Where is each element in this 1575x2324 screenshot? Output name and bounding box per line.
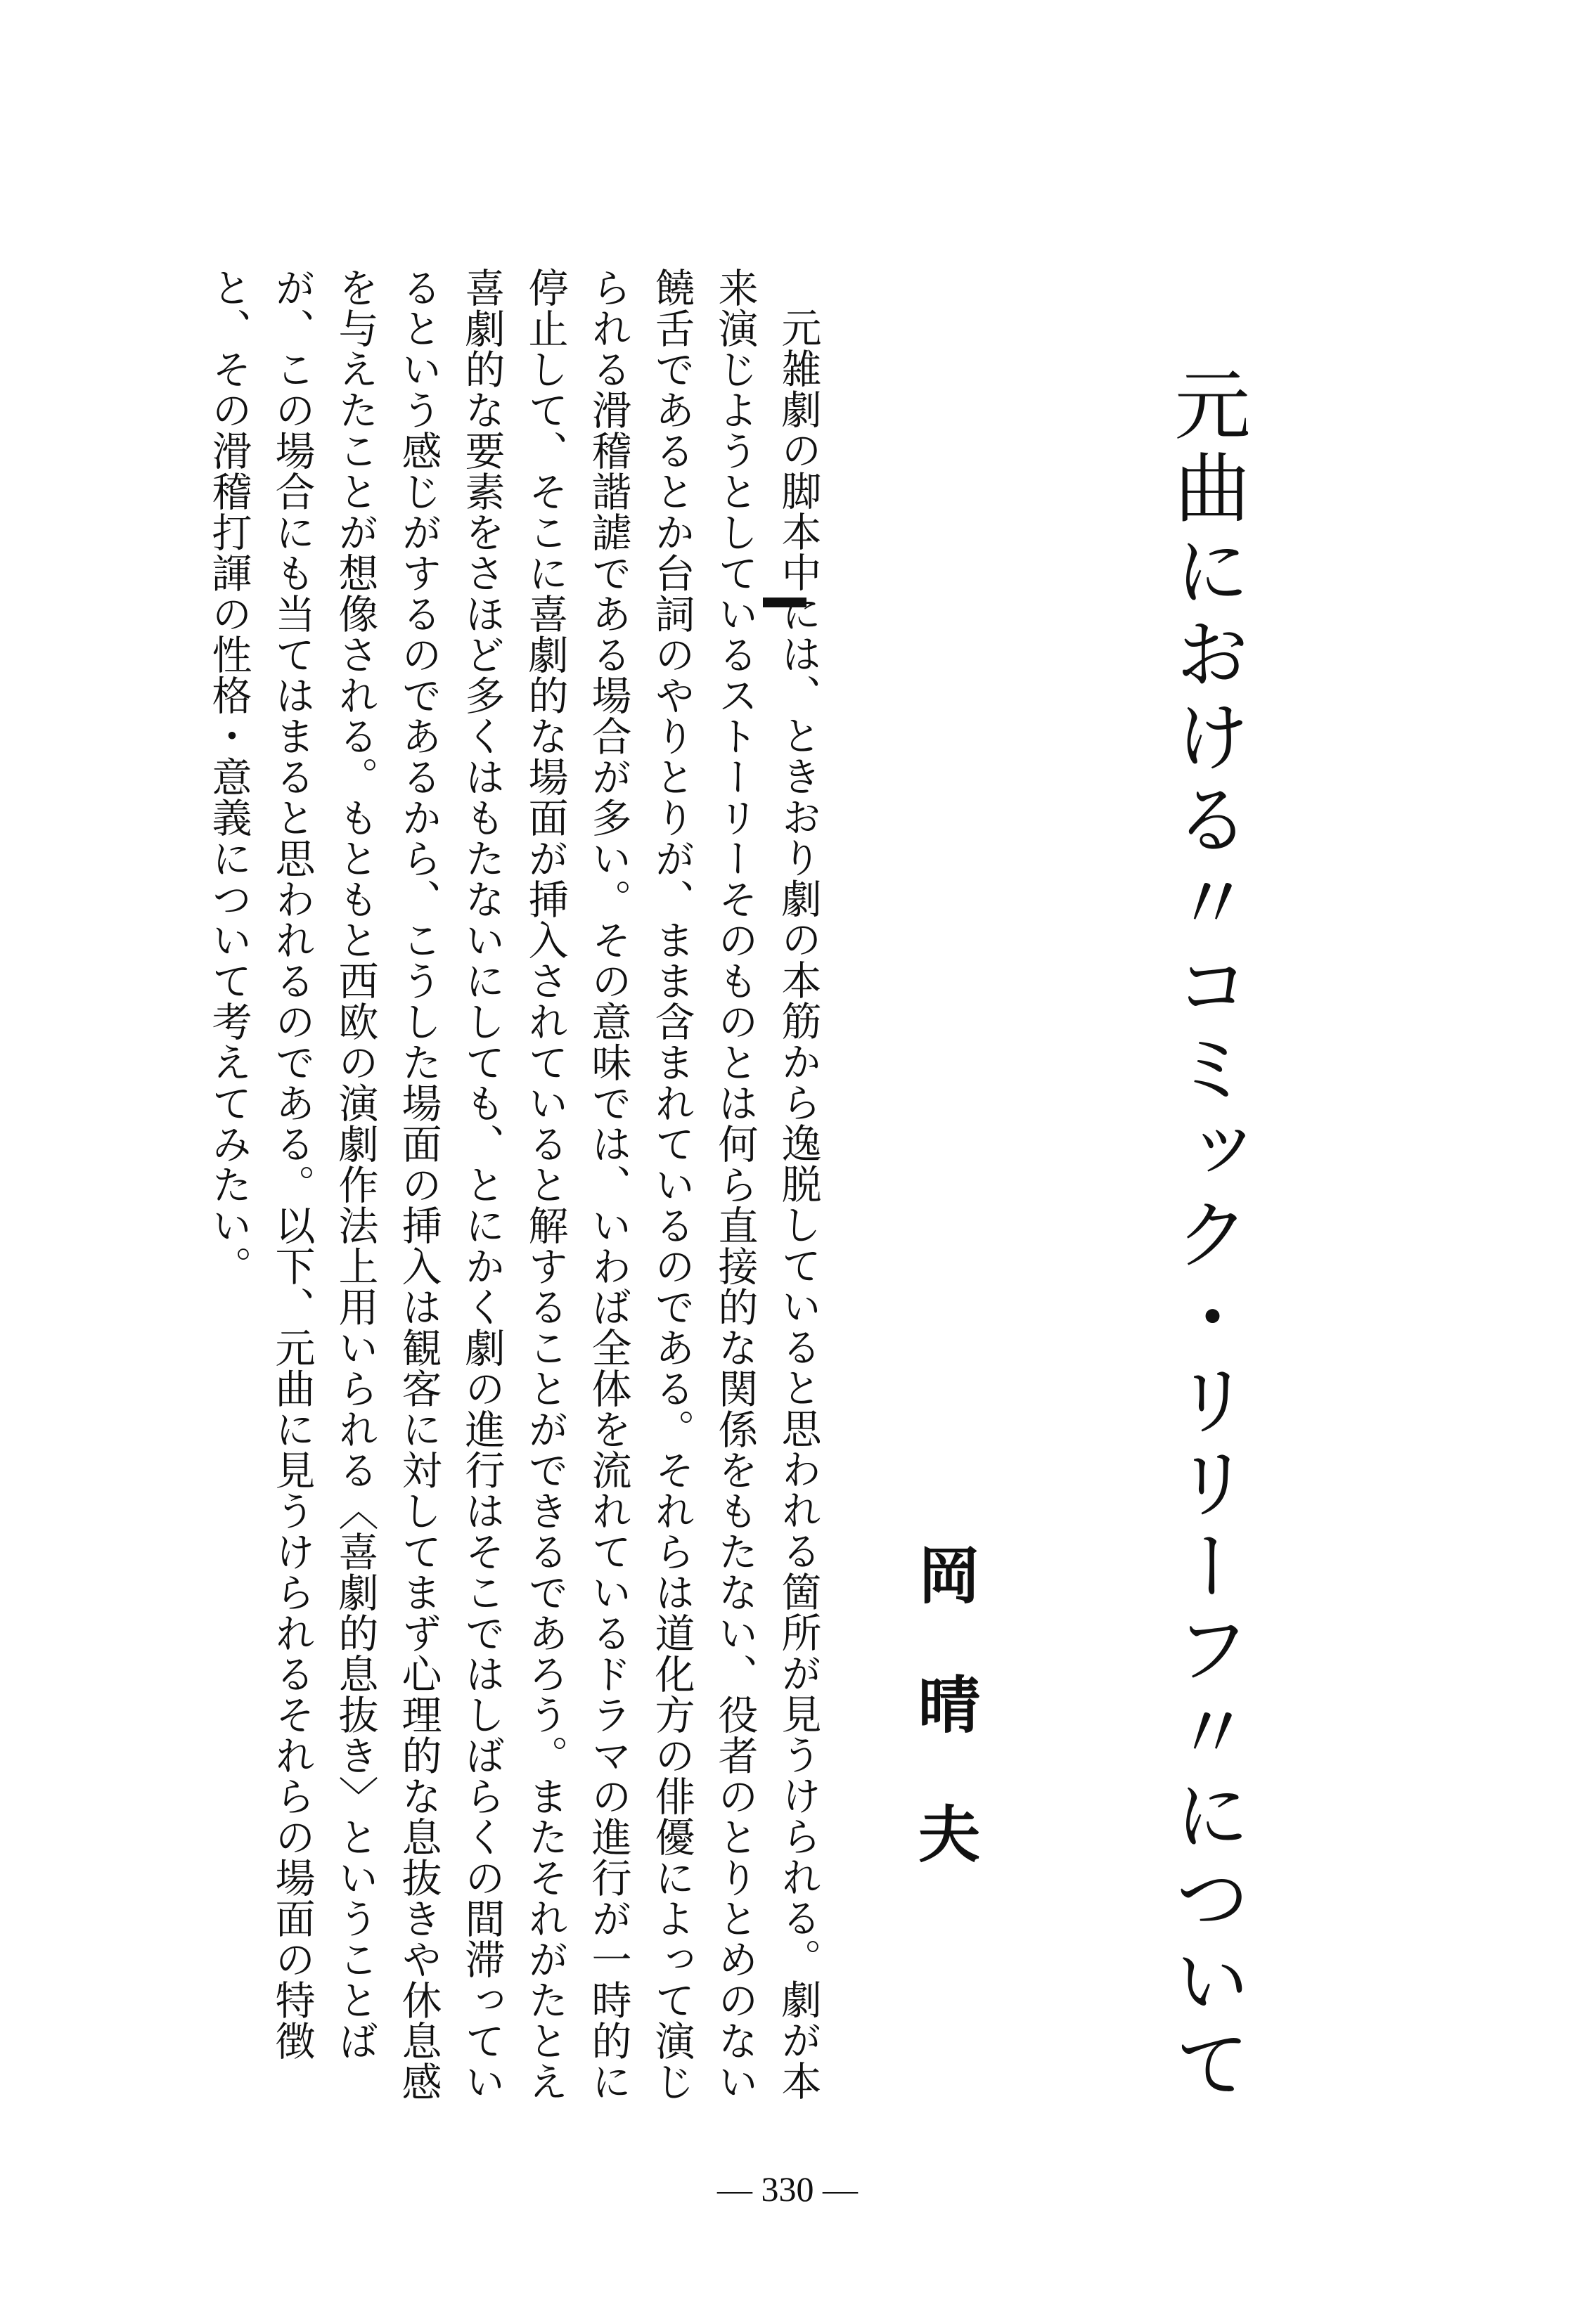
body-text xyxy=(197,267,830,2137)
page-number: — 330 — xyxy=(717,2169,858,2209)
body-paragraph: 元雑劇の脚本中には、ときおり劇の本筋から逸脱していると思われる箇所が見うけられる。劇が本来演じようとしているストーリーそのものとは何ら直接的な関係をもたない、役者のとりとめのない饒舌であるとか台詞のやりとりが、まま含まれているのである。それらは道化方の俳優によって演じられる滑稽諧謔である場合が多い。その意味では、いわば全体を流れているドラマの進行が一時的に停止して、そこに喜劇的な場面が挿入されていると解することができるであろう。またそれがたとえ喜劇的な要素をさほど多くはもたないにしても、とにかく劇の進行はそこではしばらくの間滞っているという感じがするのであるから、こうした場面の挿入は観客に対してまず心理的な息抜きや休息感を与えたことが想像される。もともと西欧の演劇作法上用いられる〈喜劇的息抜き〉ということばが、この場合にも当てはまると思われるのである。以下、元曲に見うけられるそれらの場面の特徴と、その滑稽打諢の性格・意義について考えてみたい。 xyxy=(205,267,821,2102)
author-name: 岡晴夫 xyxy=(908,1543,982,1931)
article-title: 元曲における〃コミック・リリーフ〃について xyxy=(1162,366,1249,2107)
